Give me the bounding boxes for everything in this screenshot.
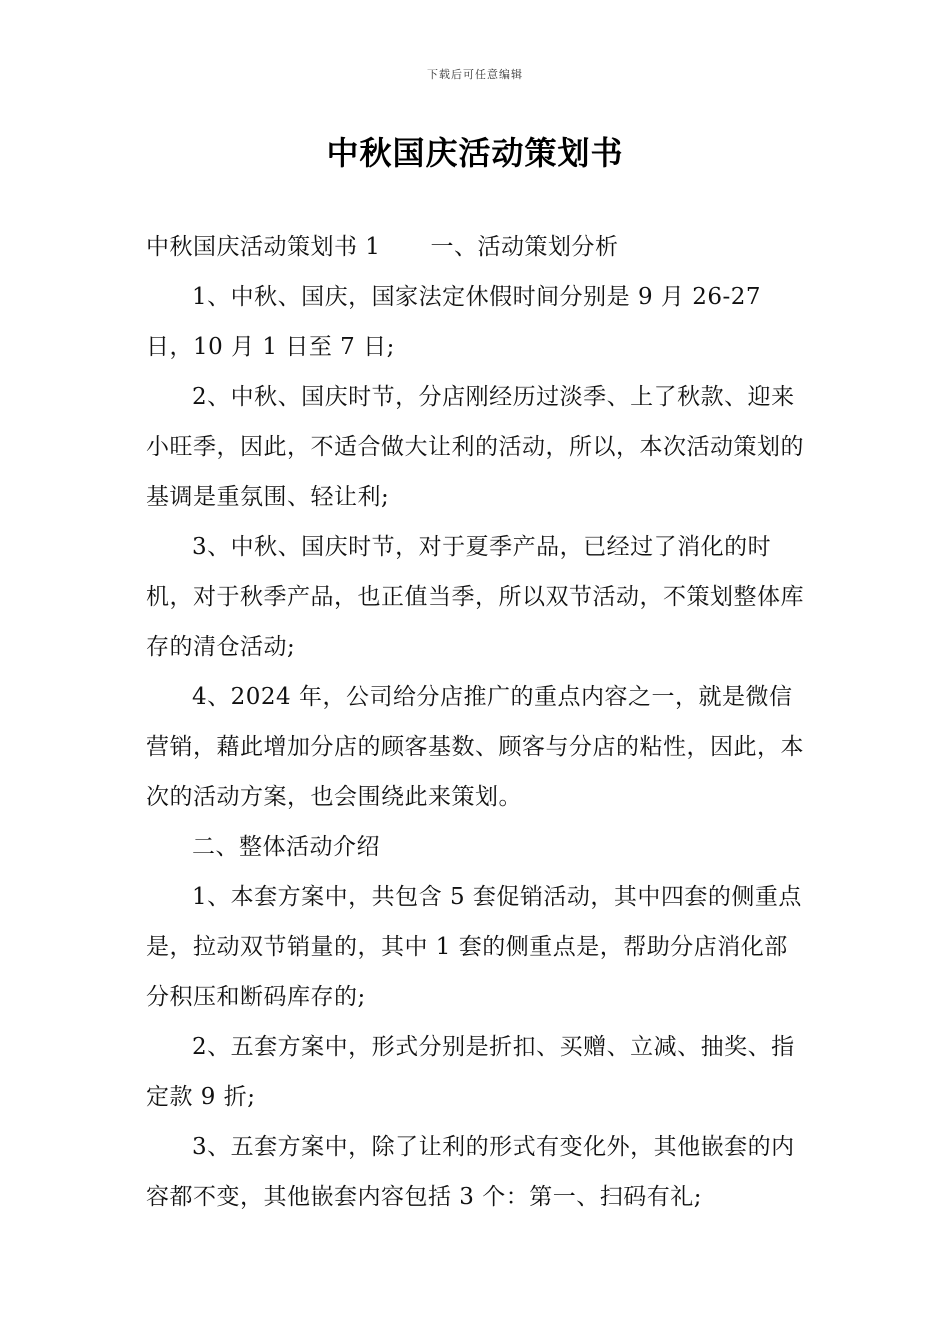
doc-label: 中秋国庆活动策划书 1 xyxy=(146,234,381,260)
paragraph-wechat-marketing: 4、2024 年，公司给分店推广的重点内容之一，就是微信营销，藉此增加分店的顾客基数、顾客与分店的粘性，因此，本次的活动方案，也会围绕此来策划。 xyxy=(146,684,804,810)
document-title: 中秋国庆活动策划书 xyxy=(326,134,624,172)
section-heading-overview: 二、整体活动介绍 xyxy=(192,834,380,860)
paragraph-promo-forms: 2、五套方案中，形式分别是折扣、买赠、立减、抽奖、指定款 9 折; xyxy=(146,1034,795,1110)
paragraph-nested-content: 3、五套方案中，除了让利的形式有变化外，其他嵌套的内容都不变，其他嵌套内容包括 3 个：第一、扫码有礼; xyxy=(146,1134,795,1210)
intro-line xyxy=(146,222,810,272)
page-header-note: 下载后可任意编辑 xyxy=(427,68,523,81)
document-body xyxy=(146,222,810,1222)
section-heading-analysis: 一、活动策划分析 xyxy=(430,234,619,260)
paragraph-season-tone: 2、中秋、国庆时节，分店刚经历过淡季、上了秋款、迎来小旺季，因此，不适合做大让利的活动，所以，本次活动策划的基调是重氛围、轻让利; xyxy=(146,384,804,510)
paragraph-inventory: 3、中秋、国庆时节，对于夏季产品，已经过了消化的时机，对于秋季产品，也正值当季，所以双节活动，不策划整体库存的清仓活动; xyxy=(146,534,804,660)
paragraph-holiday-dates: 1、中秋、国庆，国家法定休假时间分别是 9 月 26-27 日，10 月 1 日至 7 日; xyxy=(146,284,762,360)
paragraph-promo-count: 1、本套方案中，共包含 5 套促销活动，其中四套的侧重点是，拉动双节销量的，其中 1 套的侧重点是，帮助分店消化部分积压和断码库存的; xyxy=(146,884,802,1010)
